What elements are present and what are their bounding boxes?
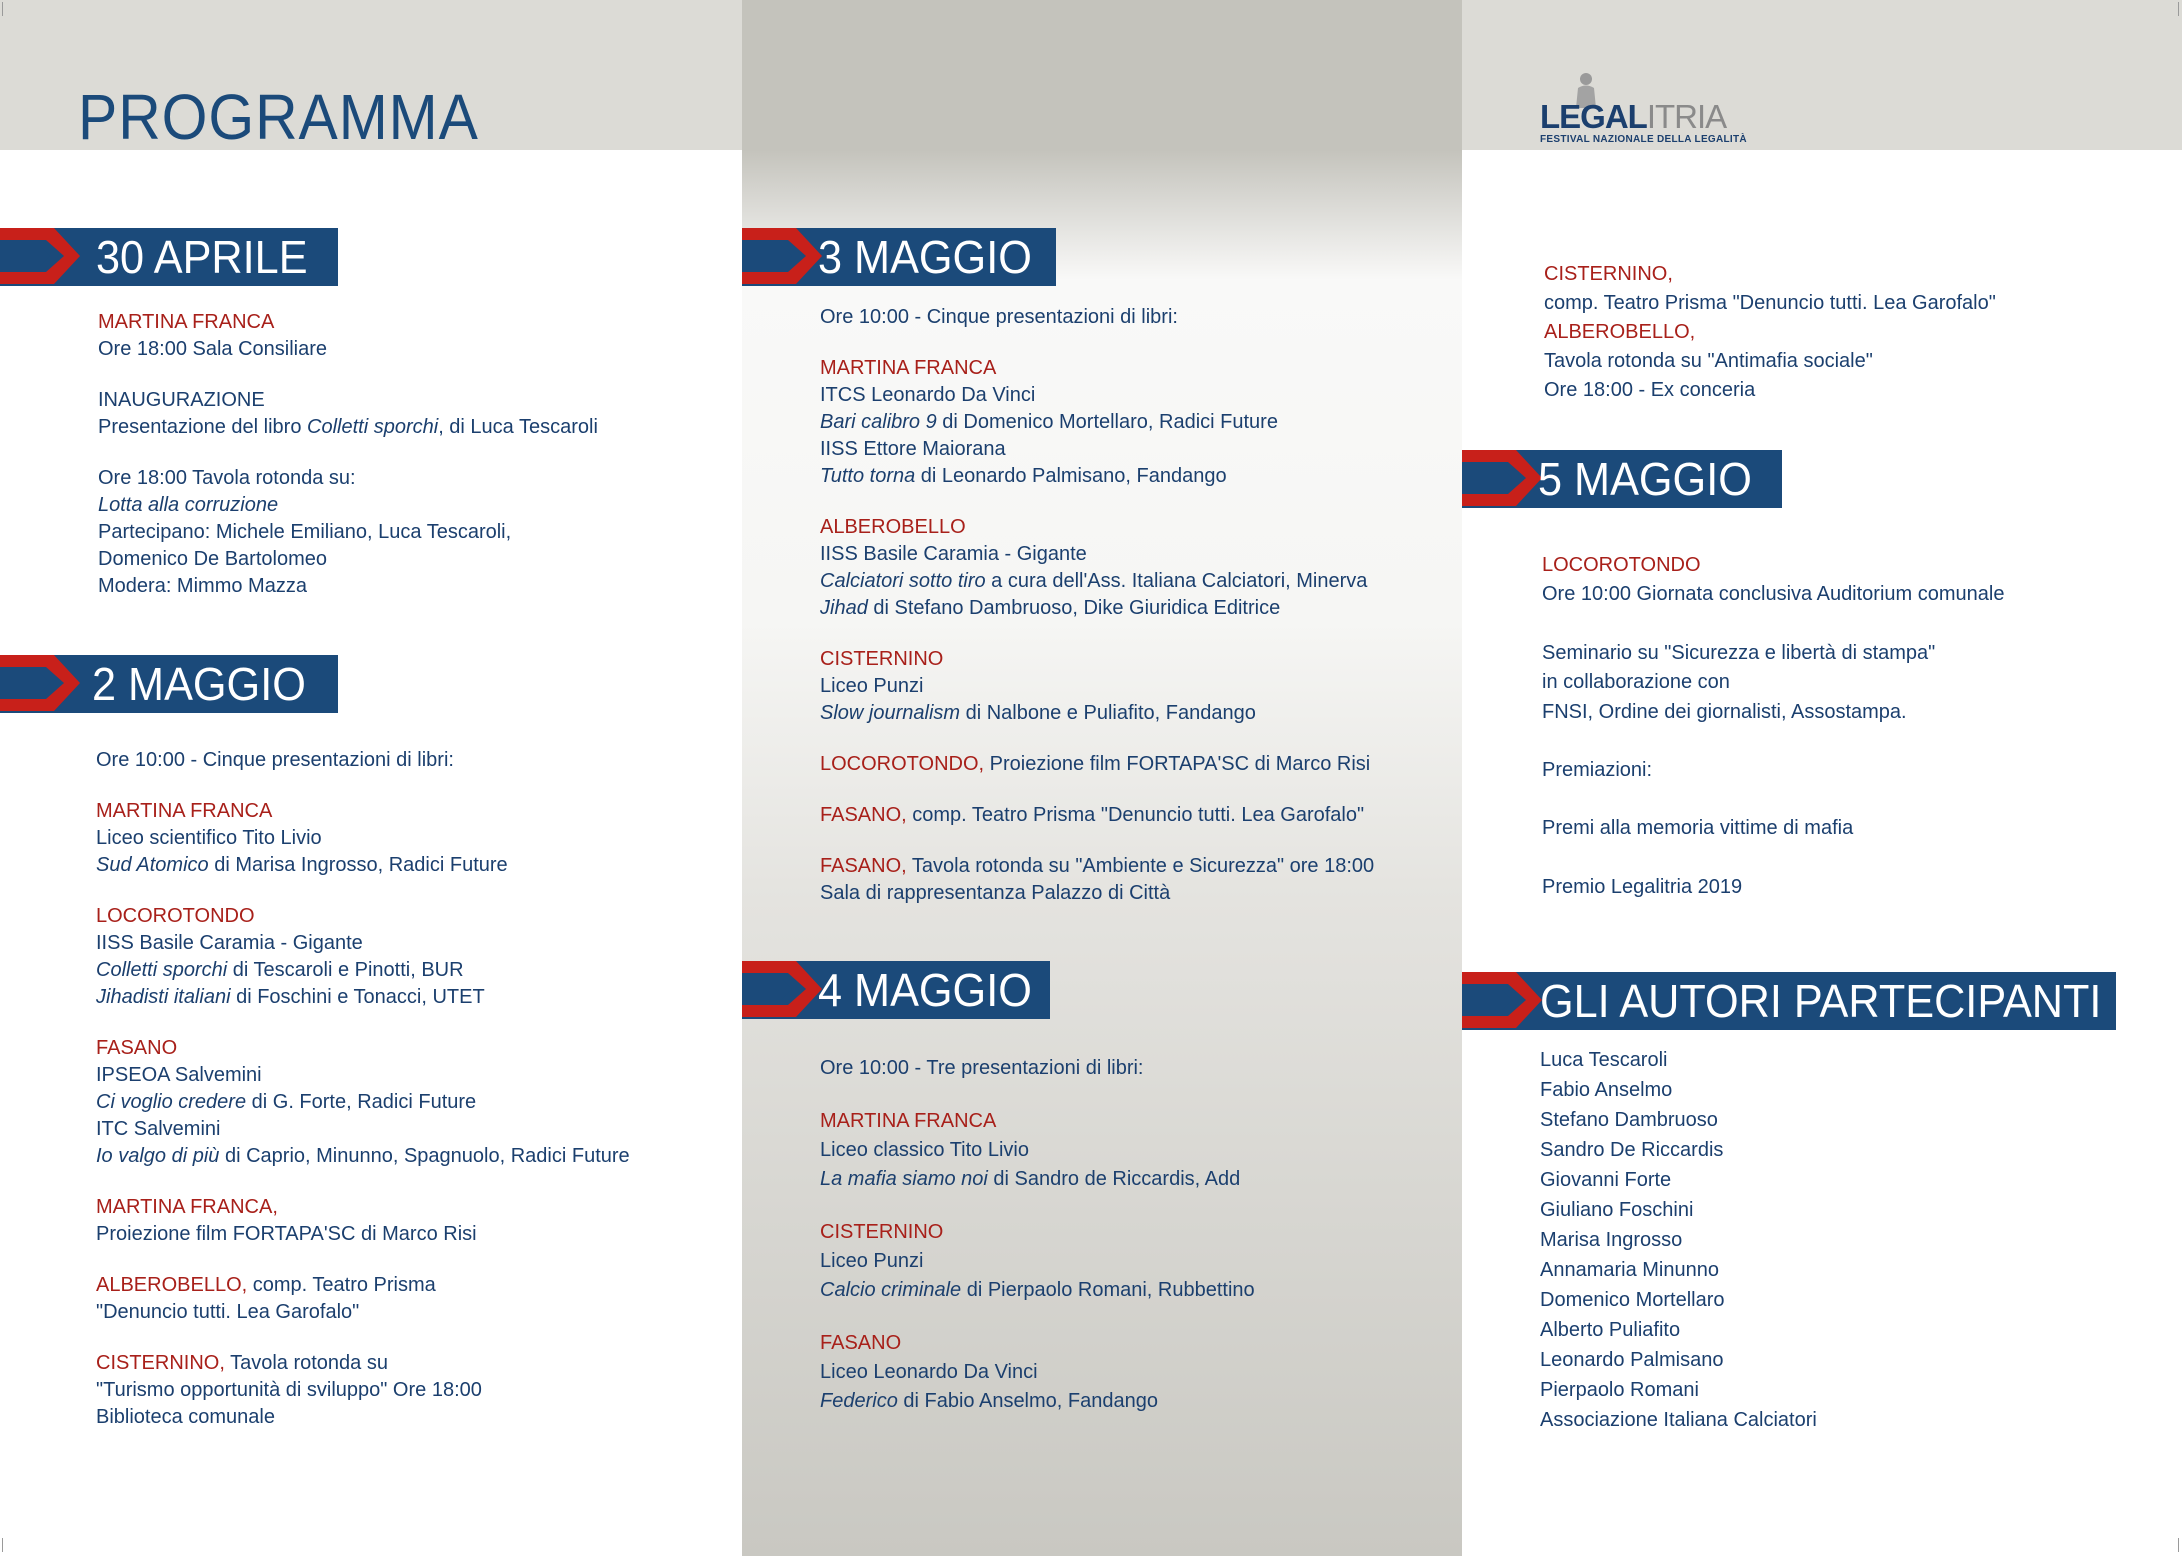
- list-item: Marisa Ingrosso: [1540, 1229, 1683, 1251]
- list-item: Fabio Anselmo: [1540, 1079, 1673, 1101]
- program-4-maggio-continued: CISTERNINO, comp. Teatro Prisma "Denuncio tutti. Lea Garofalo" ALBEROBELLO, Tavola rotonda su "Antimafia sociale" Ore 18:00 - Ex conceria: [1544, 263, 1996, 401]
- header-3-maggio: [742, 228, 1058, 286]
- chevron-icon: [0, 643, 100, 723]
- list-item: Sandro De Riccardis: [1540, 1139, 1724, 1161]
- header-autori: [1462, 972, 2118, 1030]
- logo: [1540, 70, 1760, 150]
- authors-list: [1540, 1045, 1817, 1435]
- logo-wordmark: LEGALITRIA: [1540, 98, 1727, 135]
- program-2-maggio: Ore 10:00 - Cinque presentazioni di libri: MARTINA FRANCA Liceo scientifico Tito Livio Sud Atomico di Marisa Ingrosso, Radici Future LOCOROTONDO IISS Basile Caramia - Gigante Colletti sporchi di Tescaroli e Pinotti, BUR Jihadisti italiani di Foschini e Tonacci, UTET FASANO IPSEOA Salvemini Ci voglio credere di G. Forte, Radici Future ITC Salvemini Io valgo di più di Caprio, Minunno, Spagnuolo, Radici Future MARTINA FRANCA, Proiezione film FORTAPA'SC di Marco Risi ALBEROBELLO, comp. Teatro Prisma "Denuncio tutti. Lea Garofalo" CISTERNINO, Tavola rotonda su "Turismo opportunità di sviluppo" Ore 18:00 Biblioteca comunale: [96, 749, 630, 1428]
- day-title: 3 MAGGIO: [818, 231, 1032, 283]
- list-item: Giuliano Foschini: [1540, 1199, 1694, 1221]
- list-item: Pierpaolo Romani: [1540, 1379, 1699, 1401]
- list-item: Leonardo Palmisano: [1540, 1349, 1724, 1371]
- header-5-maggio: [1462, 450, 1784, 508]
- crop-mark-tl: [2, 2, 17, 16]
- program-3-maggio: Ore 10:00 - Cinque presentazioni di libri: MARTINA FRANCA ITCS Leonardo Da Vinci Bari calibro 9 di Domenico Mortellaro, Radici Future IISS Ettore Maiorana Tutto torna di Leonardo Palmisano, Fandango ALBEROBELLO IISS Basile Caramia - Gigante Calciatori sotto tiro a cura dell'Ass. Italiana Calciatori, Minerva Jihad di Stefano Dambruoso, Dike Giuridica Editrice CISTERNINO Liceo Punzi Slow journalism di Nalbone e Puliafito, Fandango LOCOROTONDO, Proiezione film FORTAPA'SC di Marco Risi FASANO, comp. Teatro Prisma "Denuncio tutti. Lea Garofalo" FASANO, Tavola rotonda su "Ambiente e Sicurezza" ore 18:00 Sala di rappresentanza Palazzo di Città: [820, 306, 1375, 904]
- day-title: 2 MAGGIO: [92, 658, 306, 710]
- header-30-aprile: [0, 228, 340, 286]
- list-item: Stefano Dambruoso: [1540, 1109, 1718, 1131]
- program-30-aprile: MARTINA FRANCA Ore 18:00 Sala Consiliare INAUGURAZIONE Presentazione del libro Colletti sporchi, di Luca Tescaroli Ore 18:00 Tavola rotonda su: Lotta alla corruzione Partecipano: Michele Emiliano, Luca Tescaroli, Domenico De Bartolomeo Modera: Mimmo Mazza: [98, 311, 598, 597]
- crop-mark-tr: [2164, 2, 2179, 16]
- crop-mark-bl: [2, 1538, 17, 1552]
- list-item: Associazione Italiana Calciatori: [1540, 1409, 1817, 1431]
- list-item: Alberto Puliafito: [1540, 1319, 1681, 1341]
- header-4-maggio: [742, 961, 1052, 1019]
- day-title: 30 APRILE: [96, 231, 308, 283]
- list-item: Domenico Mortellaro: [1540, 1289, 1725, 1311]
- crop-mark-br: [2164, 1538, 2179, 1552]
- day-title: 4 MAGGIO: [818, 964, 1032, 1016]
- list-item: Annamaria Minunno: [1540, 1259, 1719, 1281]
- section-title: GLI AUTORI PARTECIPANTI: [1540, 975, 2102, 1027]
- program-4-maggio: Ore 10:00 - Tre presentazioni di libri: MARTINA FRANCA Liceo classico Tito Livio La mafia siamo noi di Sandro de Riccardis, Add CISTERNINO Liceo Punzi Calcio criminale di Pierpaolo Romani, Rubbettino FASANO Liceo Leonardo Da Vinci Federico di Fabio Anselmo, Fandango: [820, 1057, 1255, 1412]
- header-2-maggio: [0, 655, 340, 713]
- page-title: PROGRAMMA: [78, 81, 479, 153]
- list-item: Luca Tescaroli: [1540, 1049, 1668, 1071]
- chevron-icon: [0, 216, 100, 296]
- logo-subtitle: FESTIVAL NAZIONALE DELLA LEGALITÀ: [1540, 134, 1747, 145]
- day-title: 5 MAGGIO: [1538, 453, 1752, 505]
- program-5-maggio: LOCOROTONDO Ore 10:00 Giornata conclusiva Auditorium comunale Seminario su "Sicurezza e libertà di stampa" in collaborazione con FNSI, Ordine dei giornalisti, Assostampa. Premiazioni: Premi alla memoria vittime di mafia Premio Legalitria 2019: [1542, 554, 2005, 898]
- list-item: Giovanni Forte: [1540, 1169, 1672, 1191]
